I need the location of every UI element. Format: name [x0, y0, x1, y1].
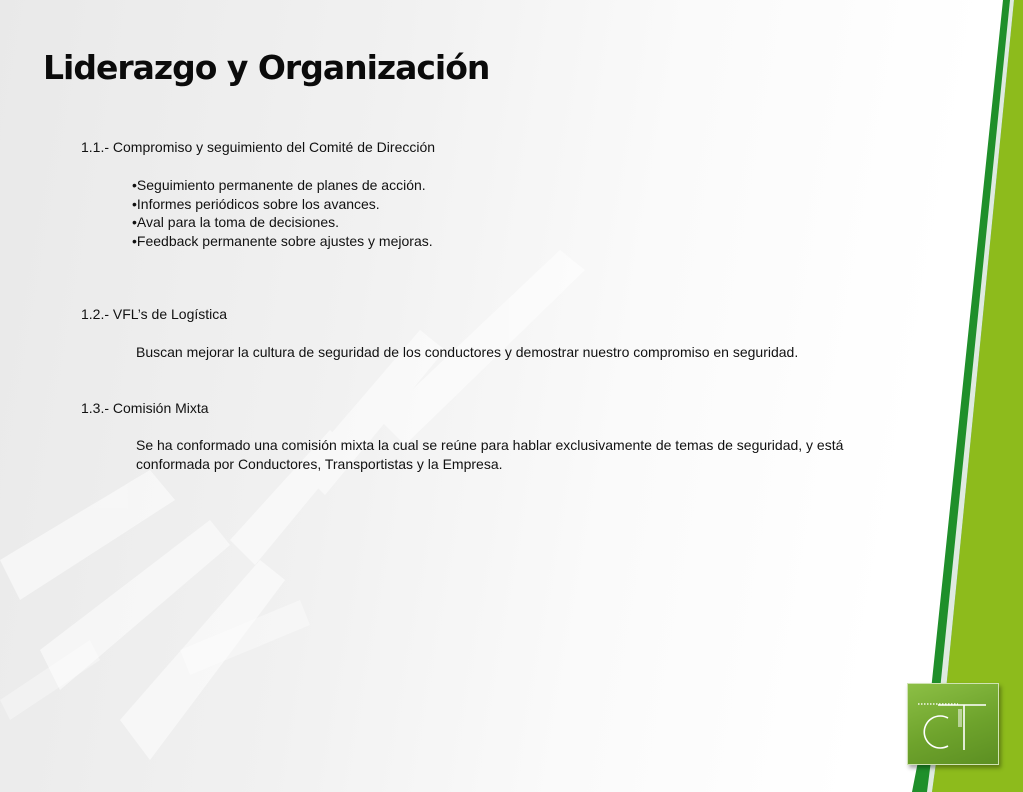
bullet-item: • Informes periódicos sobre los avances.	[132, 195, 433, 214]
section-2-text: Buscan mejorar la cultura de seguridad de los conductores y demostrar nuestro compromiso en seguridad.	[136, 344, 799, 360]
section-3-text: Se ha conformado una comisión mixta la cual se reúne para hablar exclusivamente de temas de seguridad, y está conformada por Conductores, Transportistas y la Empresa.	[136, 437, 844, 472]
section-3-heading: 1.3.- Comisión Mixta	[81, 400, 209, 416]
bullet-item: • Aval para la toma de decisiones.	[132, 213, 433, 232]
section-1-bullet-list	[132, 176, 433, 250]
slide-title: Liderazgo y Organización	[43, 48, 490, 87]
section-1-heading: 1.1.- Compromiso y seguimiento del Comité de Dirección	[81, 139, 436, 155]
section-2-heading: 1.2.- VFL’s de Logística	[81, 306, 228, 322]
bullet-item: • Feedback permanente sobre ajustes y mejoras.	[132, 232, 433, 251]
bullet-item: • Seguimiento permanente de planes de acción.	[132, 176, 433, 195]
ct-logo-icon	[907, 683, 999, 765]
